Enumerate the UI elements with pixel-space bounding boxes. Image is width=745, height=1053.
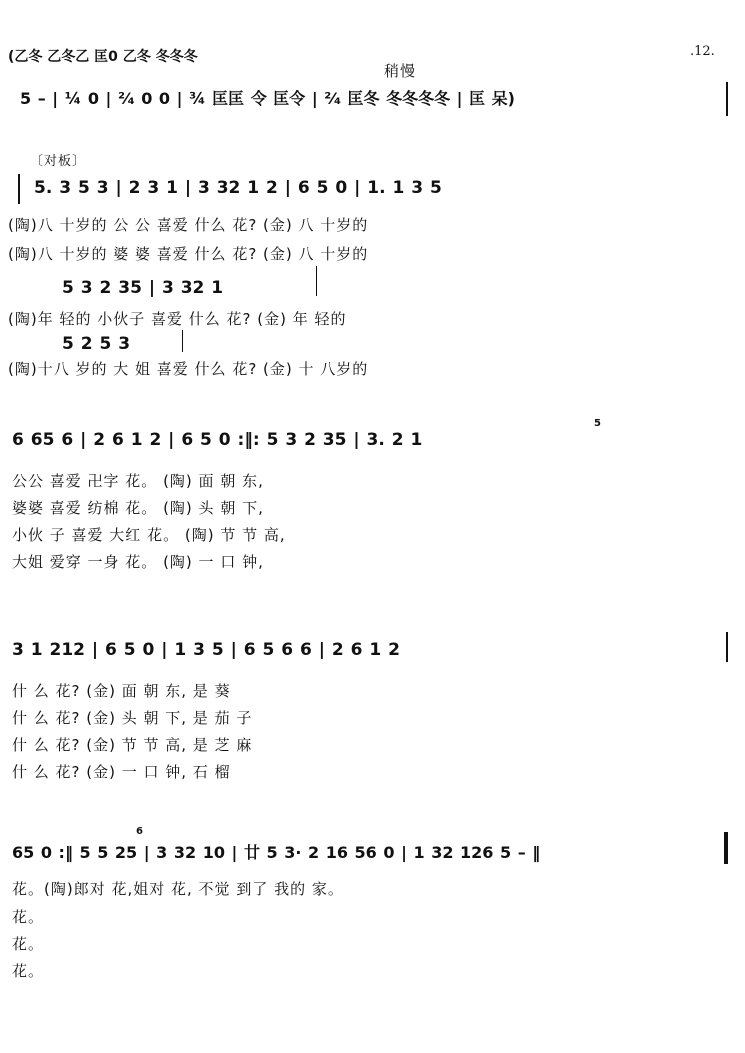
- final-barline: [724, 832, 728, 864]
- staff2-barline-b: [182, 330, 183, 352]
- staff5-grace-note: 6: [136, 826, 143, 837]
- section-label: 〔对板〕: [30, 154, 87, 169]
- staff4-notes: 3 1 212 | 6 5 0 | 1 3 5 | 6 5 6 6 | 2 6 1 2: [12, 640, 400, 660]
- staff2-notes-b: 5 2 5 3: [62, 334, 131, 354]
- repeat-start-barline: [18, 174, 20, 204]
- staff5-lyric-verse4: 花。: [12, 962, 45, 980]
- staff1-lyric-verse2: (陶)八 十岁的 婆 婆 喜爱 什么 花? (金) 八 十岁的: [8, 245, 369, 263]
- staff3-lyric-verse2: 婆婆 喜爱 纺棉 花。 (陶) 头 朝 下,: [12, 499, 264, 517]
- staff2-notes-a: 5 3 2 35 | 3 32 1: [62, 278, 224, 298]
- staff1-lyric-verse1: (陶)八 十岁的 公 公 喜爱 什么 花? (金) 八 十岁的: [8, 216, 369, 234]
- intro-end-barline: [726, 82, 728, 116]
- staff3-lyric-verse1: 公公 喜爱 卍字 花。 (陶) 面 朝 东,: [12, 472, 264, 490]
- page-number: .12.: [690, 44, 715, 59]
- staff5-lyric-verse2: 花。: [12, 908, 45, 926]
- staff3-lyric-verse3: 小伙 子 喜爱 大红 花。 (陶) 节 节 高,: [12, 526, 286, 544]
- staff2-barline-a: [316, 266, 317, 296]
- staff4-end-barline: [726, 632, 728, 662]
- staff2-lyric-verse3: (陶)年 轻的 小伙子 喜爱 什么 花? (金) 年 轻的: [8, 310, 347, 328]
- staff2-lyric-verse4: (陶)十八 岁的 大 姐 喜爱 什么 花? (金) 十 八岁的: [8, 360, 369, 378]
- intro-notes: 5 – | ¼ 0 | ²⁄₄ 0 0 | ¾ 匡匡 令 匡令 | ²⁄₄ 匡冬 冬冬冬冬 | 匡 呆): [20, 89, 515, 108]
- intro-percussion: (乙冬 乙冬乙 匡0 乙冬 冬冬冬: [8, 49, 198, 65]
- staff1-notes: 5. 3 5 3 | 2 3 1 | 3 32 1 2 | 6 5 0 | 1. 1 3 5: [34, 178, 442, 198]
- staff3-notes: 6 65 6 | 2 6 1 2 | 6 5 0 :‖: 5 3 2 35 | 3. 2 1: [12, 430, 423, 450]
- staff5-lyric-verse3: 花。: [12, 935, 45, 953]
- staff4-lyric-verse4: 什 么 花? (金) 一 口 钟, 石 榴: [12, 763, 231, 781]
- staff3-lyric-verse4: 大姐 爱穿 一身 花。 (陶) 一 口 钟,: [12, 553, 264, 571]
- tempo-mark: 稍慢: [384, 62, 417, 80]
- staff4-lyric-verse1: 什 么 花? (金) 面 朝 东, 是 葵: [12, 682, 231, 700]
- staff4-lyric-verse2: 什 么 花? (金) 头 朝 下, 是 茄 子: [12, 709, 253, 727]
- staff3-grace-note: 5: [594, 418, 601, 429]
- staff5-notes: 65 0 :‖ 5 5 25 | 3 32 10 | 廿 5 3· 2 16 56 0 | 1 32 126 5 – ‖: [12, 843, 541, 862]
- staff4-lyric-verse3: 什 么 花? (金) 节 节 高, 是 芝 麻: [12, 736, 253, 754]
- staff5-lyric-verse1: 花。(陶)郎对 花,姐对 花, 不觉 到了 我的 家。: [12, 880, 344, 898]
